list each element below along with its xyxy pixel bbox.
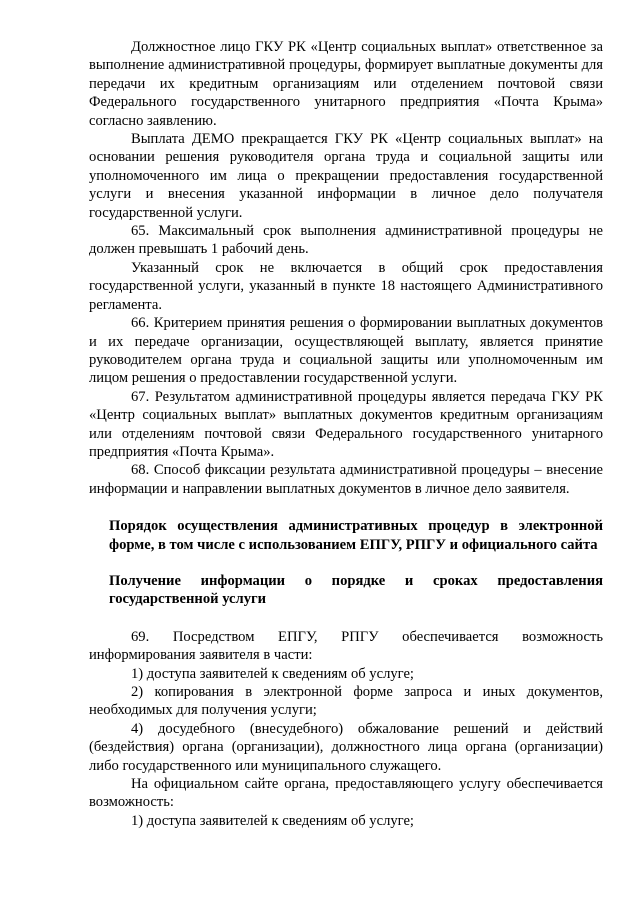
list-item-access-info-site: 1) доступа заявителей к сведениям об услуге; — [131, 812, 414, 829]
list-item-copy-request: 2) копирования в электронной форме запроса и иных документов, необходимых для получения услуги; — [89, 684, 603, 719]
paragraph-66-decision-criterion: 66. Критерием принятия решения о формировании выплатных документов и их передаче организации, осуществляющей выплату, является принятие руководителем органа труда и социальной защиты или уполномоченным им лицом решения о предоставлении государственной услуги. — [89, 315, 603, 387]
document-page — [89, 38, 603, 830]
list-item-access-info: 1) доступа заявителей к сведениям об услуге; — [131, 665, 414, 682]
paragraph-official-site: На официальном сайте органа, предоставляющего услугу обеспечивается возможность: — [89, 776, 603, 811]
paragraph-term-exclusion: Указанный срок не включается в общий срок предоставления государственной услуги, указанный в пункте 18 настоящего Административного регламента. — [89, 259, 603, 313]
paragraph-payment-termination: Выплата ДЕМО прекращается ГКУ РК «Центр социальных выплат» на основании решения руководителя органа труда и социальной защиты или уполномоченного им лица о прекращении предоставления государственной услуги и внесения указанной информации в личное дело получателя государственной услуги. — [89, 131, 603, 221]
paragraph-69-informing: 69. Посредством ЕПГУ, РПГУ обеспечивается возможность информирования заявителя в части: — [89, 628, 603, 664]
paragraph-68-recording-method: 68. Способ фиксации результата административной процедуры – внесение информации и направлении выплатных документов в личное дело заявителя. — [89, 462, 603, 497]
paragraph-official-forms-documents: Должностное лицо ГКУ РК «Центр социальных выплат» ответственное за выполнение административной процедуры, формирует выплатные документы для передачи их кредитным организациям или отделением почтовой связи Федерального государственного унитарного предприятия «Почта Крыма» согласно заявлению. — [89, 39, 603, 129]
paragraph-67-result: 67. Результатом административной процедуры является передача ГКУ РК «Центр социальных выплат» выплатных документов кредитным организациям или отделениям почтовой связи Федерального государственного унитарного предприятия «Почта Крыма». — [89, 388, 603, 460]
list-item-appeal: 4) досудебного (внесудебного) обжалование решений и действий (бездействия) органа (организации), должностного лица органа (организации) либо государственного или муниципального служащего. — [89, 720, 603, 774]
section-heading-electronic-procedures: Порядок осуществления административных процедур в электронной форме, в том числе с использованием ЕПГУ, РПГУ и официального сайта — [109, 518, 603, 553]
paragraph-65-max-duration: 65. Максимальный срок выполнения административной процедуры не должен превышать 1 рабочий день. — [89, 223, 603, 258]
subsection-heading-information: Получение информации о порядке и сроках предоставления государственной услуги — [109, 572, 603, 608]
